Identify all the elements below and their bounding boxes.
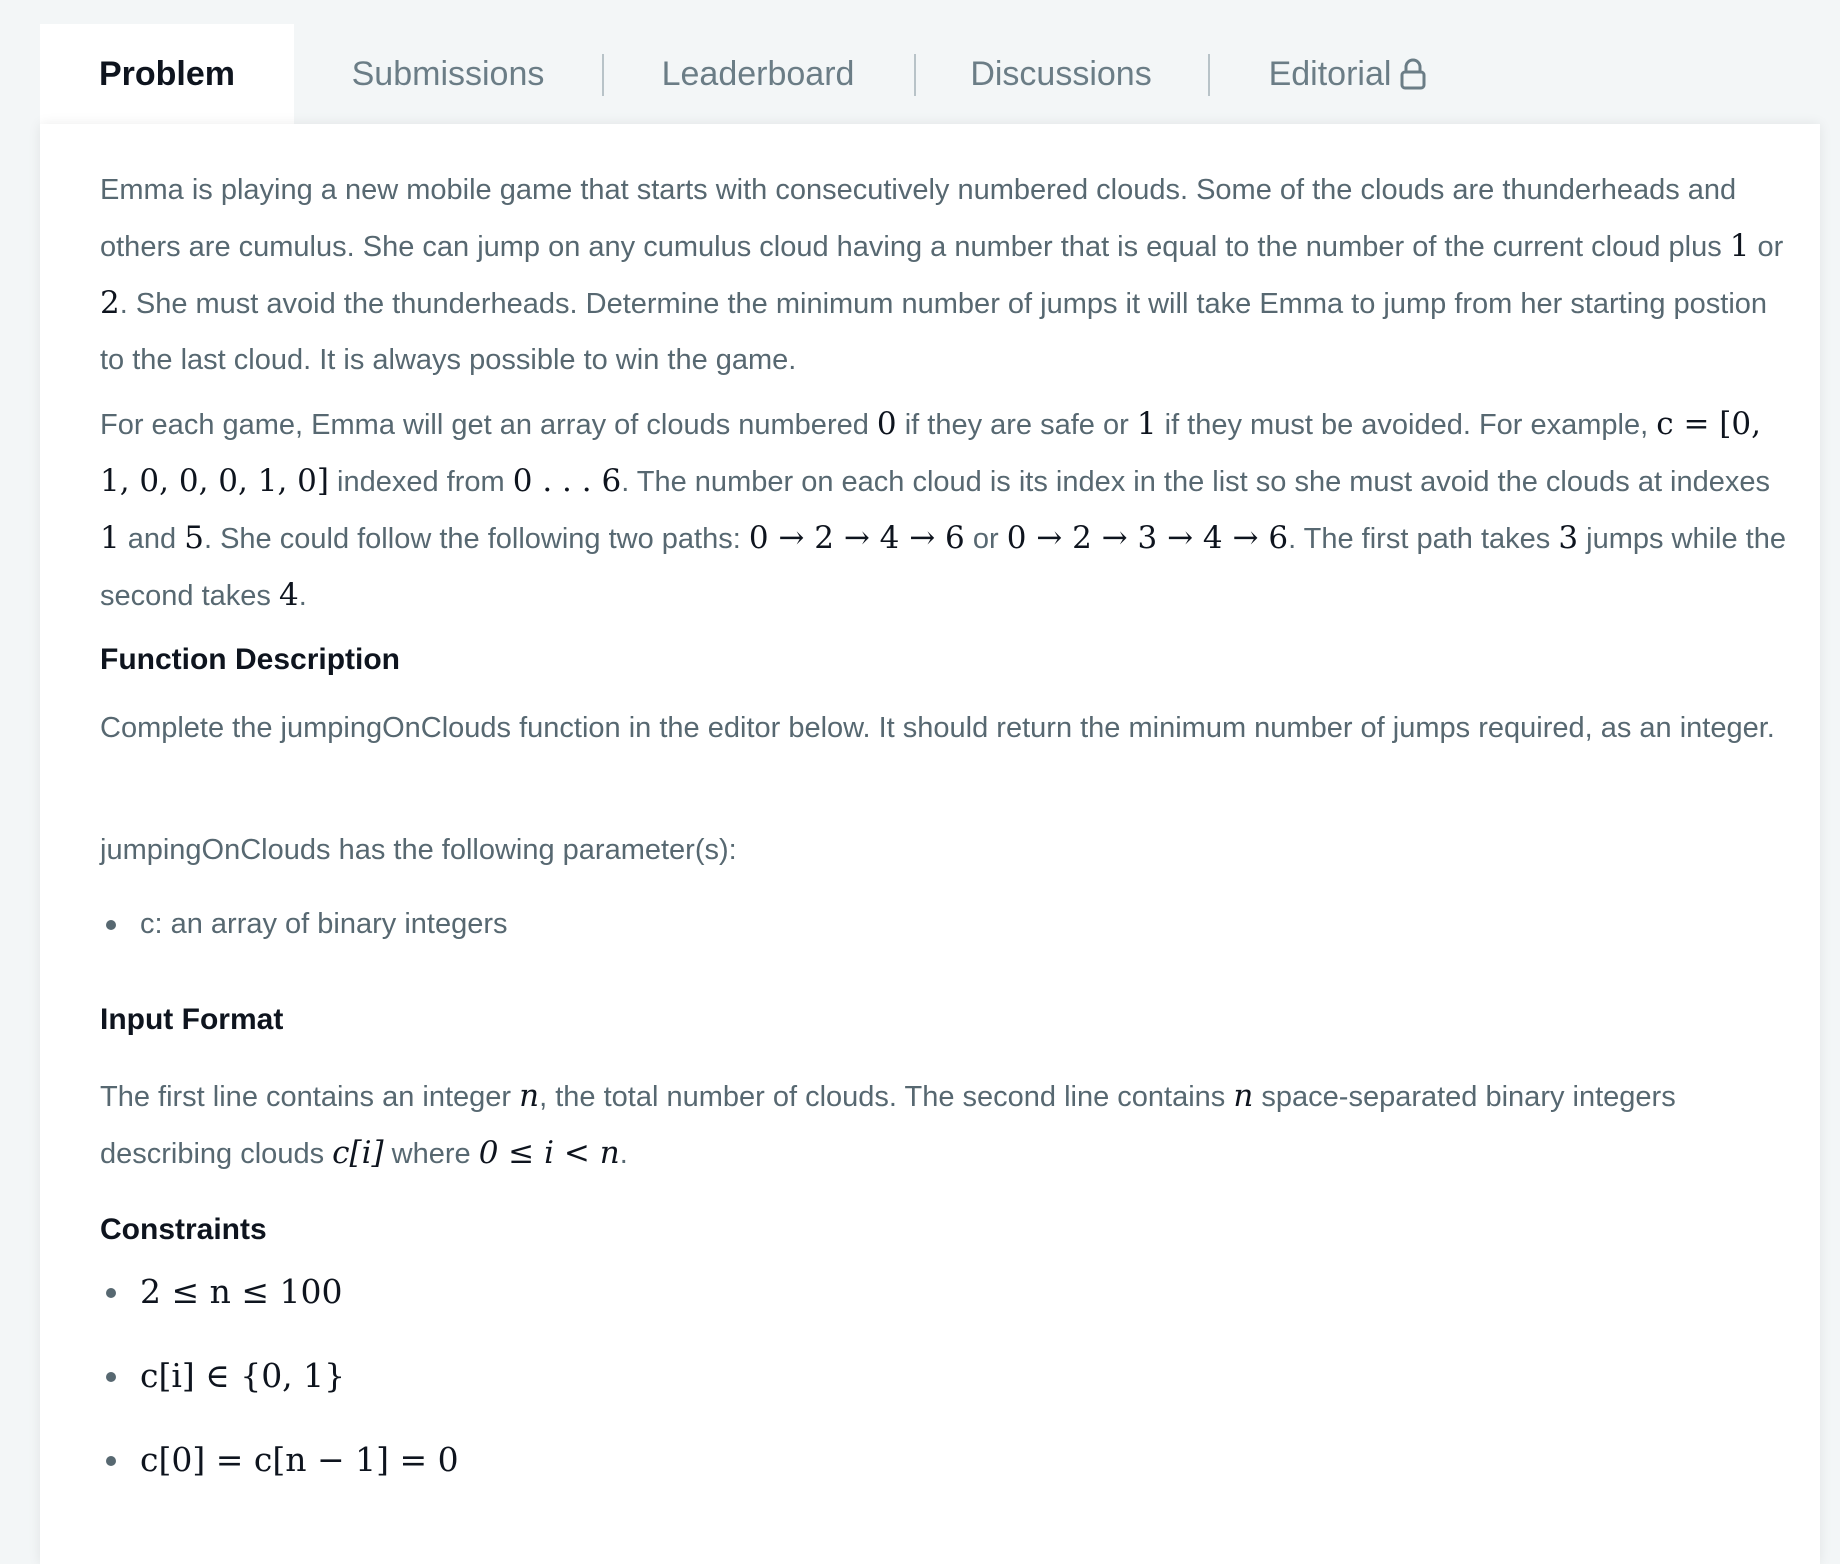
tab-problem[interactable]: Problem [40,24,294,124]
intro-text: and [119,523,185,555]
intro-text: or [1749,231,1784,263]
math-inline: 3 [1558,520,1579,556]
input-format-segment: space-separated binary integers describing clouds [100,1081,1676,1170]
math-inline: 0 → 2 → 4 → 6 [748,520,965,556]
lock-icon [1399,57,1427,91]
input-format-segment: where [383,1138,479,1170]
intro-text: . She must avoid the thunderheads. Determine the minimum number of jumps it will take Emma to jump from her starting postion to the last cloud. It is always possible to win the game. [100,288,1768,376]
tab-bar [40,24,1488,124]
input-format-text [100,1068,1790,1182]
intro-text: if they are safe or [896,409,1137,441]
problem-panel [40,124,1820,1564]
math-inline: 0 ≤ i < n [478,1135,620,1171]
math-inline: 4 [278,577,299,613]
intro-text: if they must be avoided. For example, [1156,409,1657,441]
intro-text: . The first path takes [1288,523,1559,555]
input-format-heading: Input Format [100,1003,284,1036]
math-inline: 5 [184,520,204,556]
list-item: c[i] ∈ {0, 1} [100,1348,1790,1404]
constraints-heading: Constraints [100,1213,267,1246]
input-format-segment: , the total number of clouds. The second line contains [539,1081,1234,1113]
math-inline: 1 [1729,228,1750,264]
tab-submissions[interactable]: Submissions [351,54,545,93]
math-inline: 1 [1136,406,1157,442]
math-inline: n [519,1078,540,1114]
intro-text: or [964,523,1007,555]
intro-text: jumps while the second takes [100,523,1786,612]
function-params-list [100,896,1790,952]
intro-paragraph-2 [100,396,1790,624]
tab-editorial-label: Editorial [1268,54,1392,93]
list-item: c: an array of binary integers [100,896,1790,952]
math-inline: c = [0, 1, 0, 0, 0, 1, 0] [100,406,1761,499]
list-item: 2 ≤ n ≤ 100 [100,1264,1790,1320]
intro-text: . The number on each cloud is its index in the list so she must avoid the clouds at indexes [621,466,1771,498]
math-inline: n [1233,1078,1254,1114]
function-description-text: Complete the jumpingOnClouds function in the editor below. It should return the minimum number of jumps required, as an integer. [100,712,1775,744]
intro-paragraph-1 [100,162,1790,388]
list-item: c[0] = c[n − 1] = 0 [100,1432,1790,1488]
function-params-intro: jumpingOnClouds has the following parameter(s): [100,834,737,866]
math-inline: 0 → 2 → 3 → 4 → 6 [1006,520,1289,556]
math-inline: 0 . . . 6 [512,463,622,499]
math-inline: 1 [100,520,120,556]
intro-text: indexed from [328,466,513,498]
tab-editorial[interactable] [1208,24,1488,124]
tab-leaderboard[interactable]: Leaderboard [602,24,914,124]
math-inline: 0 [876,406,897,442]
intro-text: . [298,580,307,612]
intro-text: . She could follow the following two paths: [203,523,749,555]
input-format-segment: . [619,1138,628,1170]
function-description-heading: Function Description [100,643,400,676]
math-inline: 2 [100,285,120,321]
constraints-list [100,1264,1790,1488]
math-inline: c[i] [332,1135,384,1171]
intro-text: Emma is playing a new mobile game that starts with consecutively numbered clouds. Some of the clouds are thunderheads and others are cumulus. She can jump on any cumulus cloud having a number that is equal to the number of the current cloud plus [100,174,1737,263]
input-format-segment: The first line contains an integer [100,1081,520,1113]
intro-text: For each game, Emma will get an array of clouds numbered [100,409,877,441]
tab-discussions[interactable]: Discussions [914,24,1208,124]
